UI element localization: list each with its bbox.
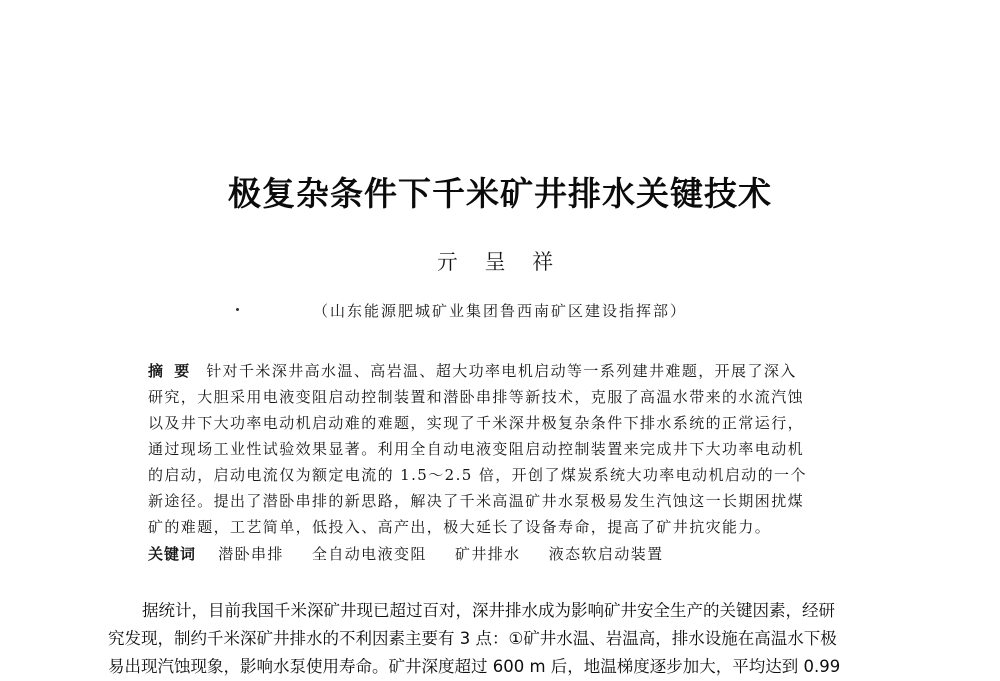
keyword: 全自动电液变阻	[311, 545, 427, 563]
author-affiliation: （山东能源肥城矿业集团鲁西南矿区建设指挥部）	[312, 302, 687, 320]
paper-title: 极复杂条件下千米矿井排水关键技术	[228, 174, 772, 213]
keyword: 潜卧串排	[218, 545, 284, 563]
body-line: 据统计，目前我国千米深矿井现已超过百对，深井排水成为影响矿井安全生产的关键因素，经研	[142, 601, 835, 620]
keyword: 液态软启动装置	[548, 545, 664, 563]
body-line: 究发现，制约千米深矿井排水的不利因素主要有 3 点：①矿井水温、岩温高，排水设施在高温水下极	[108, 629, 837, 648]
abstract-label: 摘 要	[148, 362, 193, 380]
body-line: 易出现汽蚀现象，影响水泵使用寿命。矿井深度超过 600 m 后，地温梯度逐步加大，平均达到 0.99	[108, 657, 841, 676]
keywords-label: 关键词	[148, 545, 197, 563]
abstract-text: 针对千米深井高水温、高岩温、超大功率电机启动等一系列建井难题，开展了深入	[206, 362, 797, 380]
body-paragraph	[108, 597, 898, 681]
keyword: 矿井排水	[454, 545, 521, 563]
abstract-line: 研究，大胆采用电液变阻启动控制装置和潜卧串排等新技术，克服了高温水带来的水流汽蚀	[148, 388, 805, 406]
abstract-line: 的启动，启动电流仅为额定电流的 1.5～2.5 倍，开创了煤炭系统大功率电动机启动的一个	[148, 466, 807, 484]
abstract	[148, 358, 864, 540]
abstract-line	[148, 358, 864, 384]
abstract-line: 矿的难题，工艺简单，低投入、高产出，极大延长了设备寿命，提高了矿井抗灾能力。	[148, 518, 772, 536]
abstract-line: 新途径。提出了潜卧串排的新思路，解决了千米高温矿井水泵极易发生汽蚀这一长期困扰煤	[148, 492, 805, 510]
author-name: 亓 呈 祥	[436, 250, 564, 274]
abstract-line: 以及井下大功率电动机启动难的难题，实现了千米深井极复杂条件下排水系统的正常运行，	[148, 414, 805, 432]
abstract-line: 通过现场工业性试验效果显著。利用全自动电液变阻启动控制装置来完成井下大功率电动机	[148, 440, 805, 458]
keywords	[148, 543, 686, 564]
